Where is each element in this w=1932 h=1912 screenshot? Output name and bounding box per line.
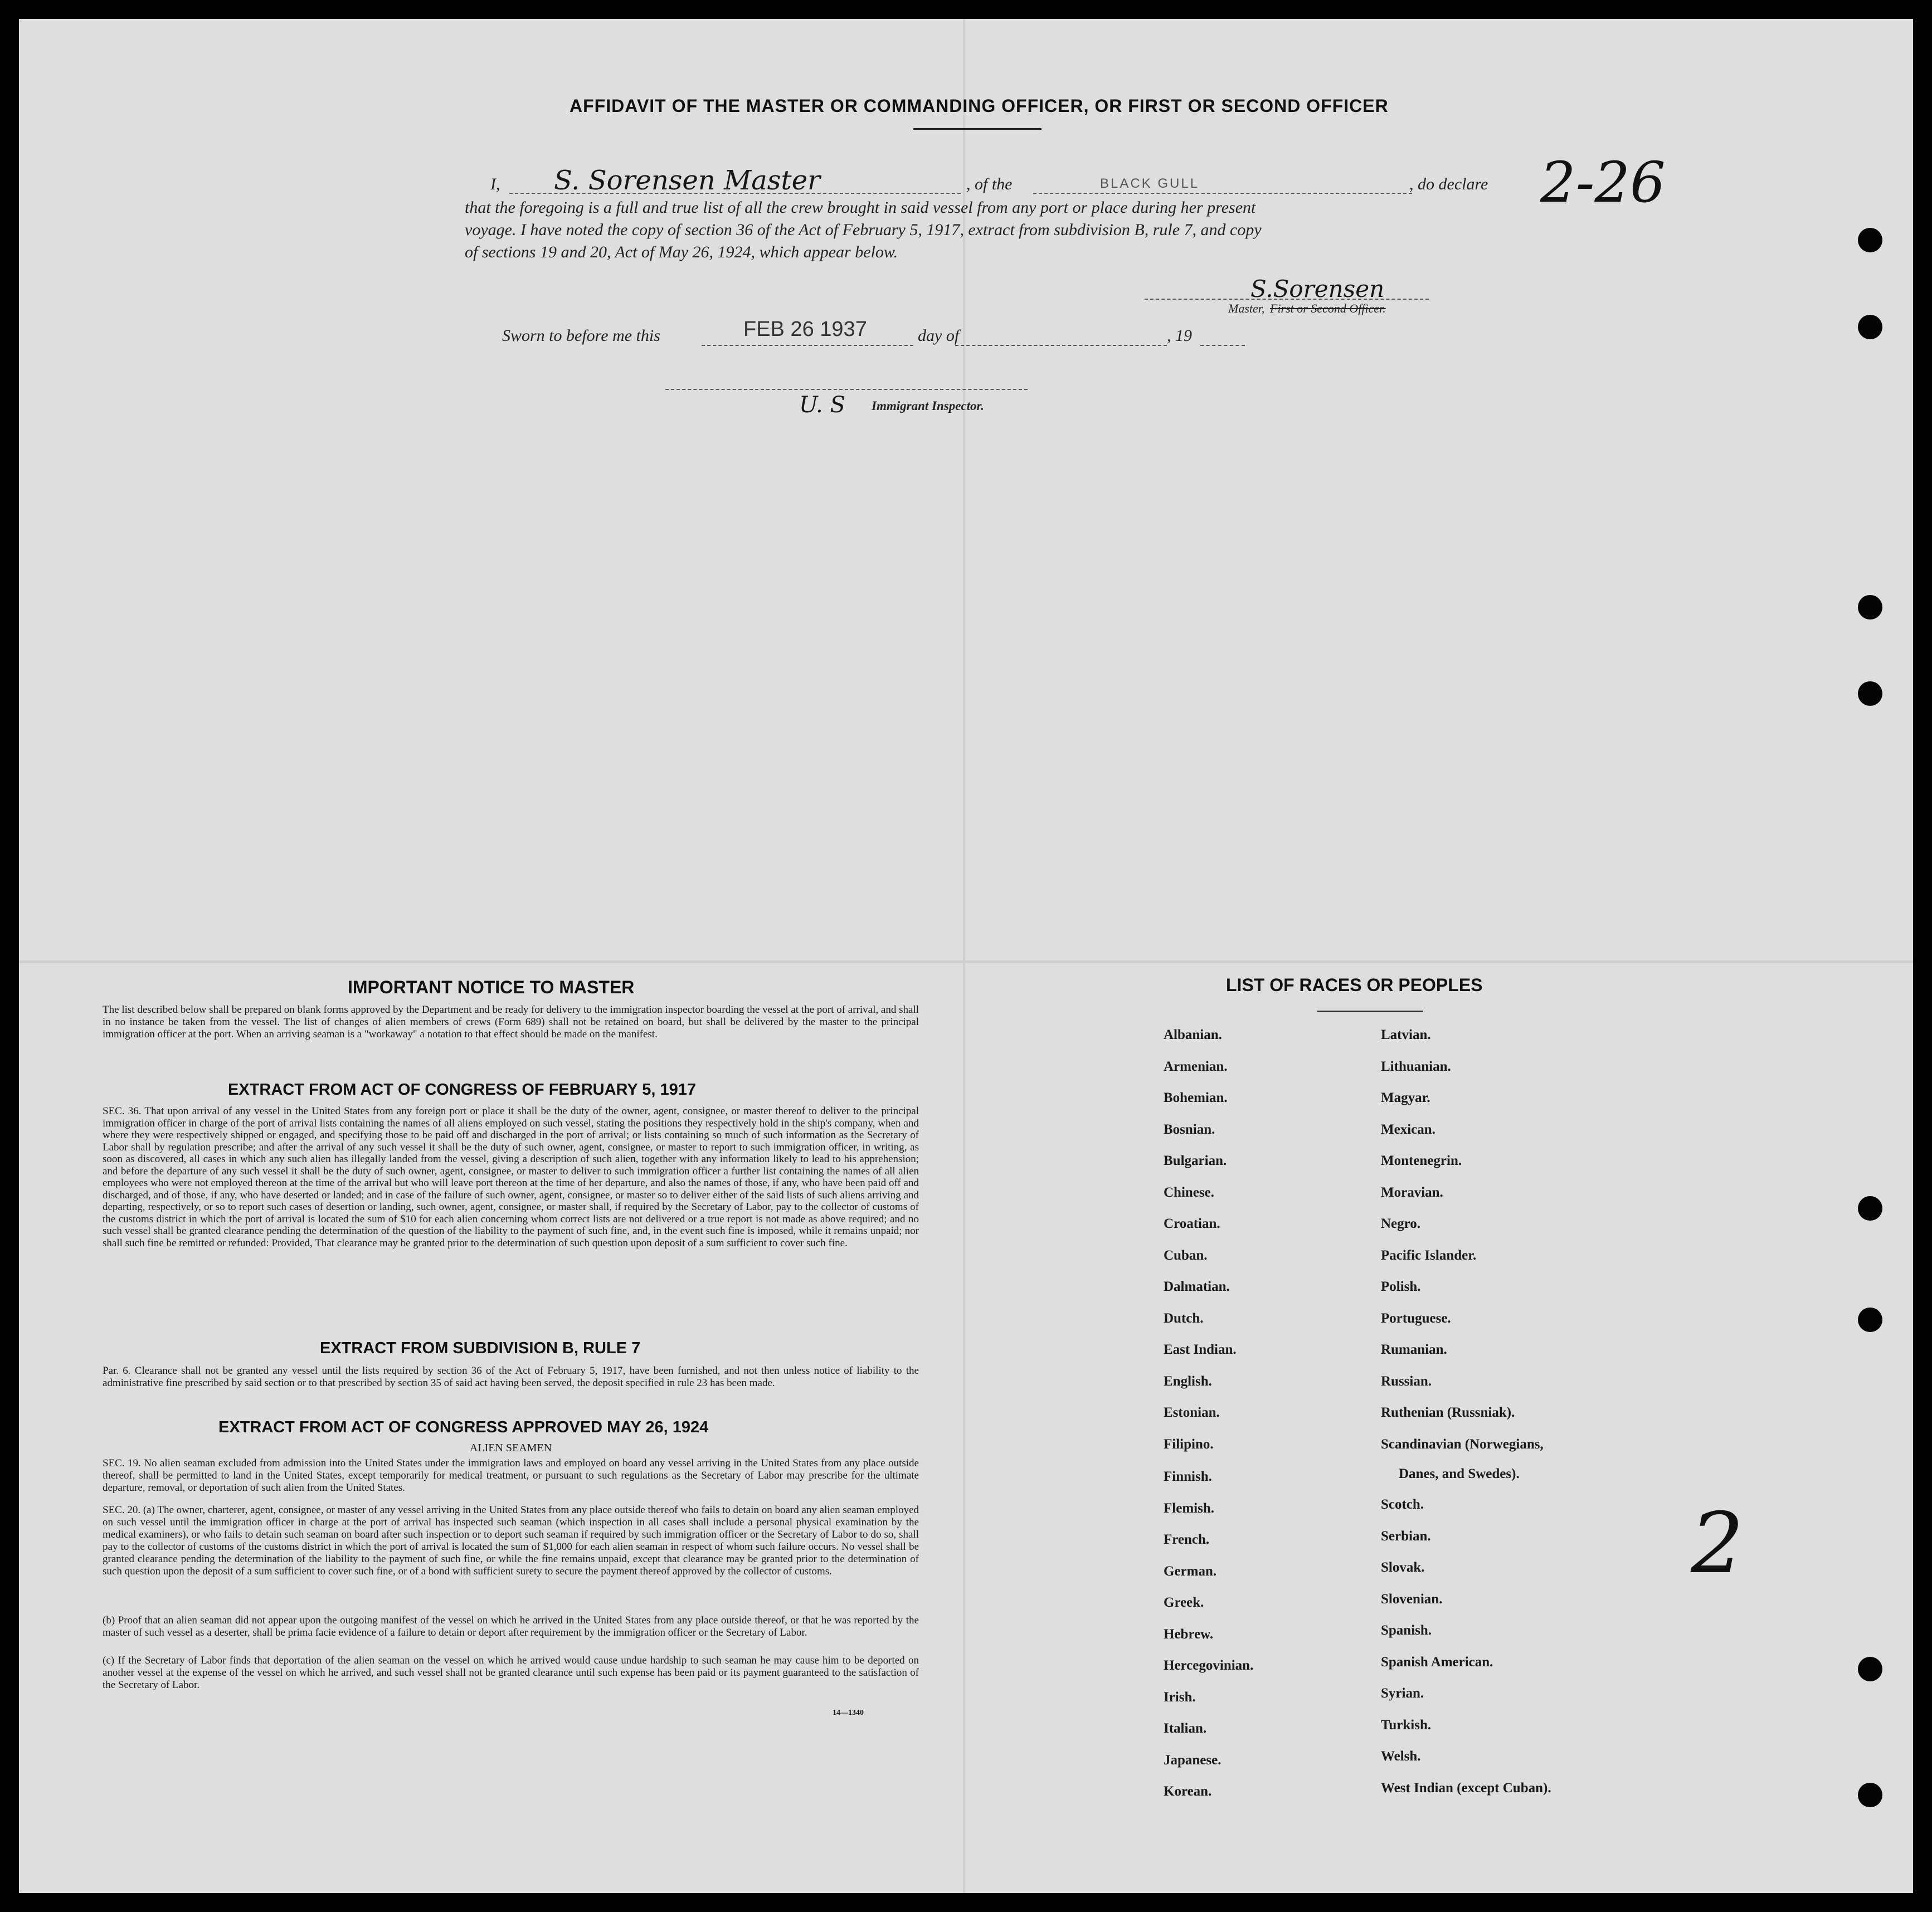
punch-hole <box>1858 1308 1882 1332</box>
rule7-text: Par. 6. Clearance shall not be granted any vessel until the lists required by section 36 of the Act of February 5, 1917, have been furnished, and not then unless notice of liability to the administrative fine prescribed by said section or to that prescribed by section 35 of said act having been served, the deposit specified in rule 23 has been made. <box>103 1365 919 1389</box>
signature-blank <box>1145 299 1429 300</box>
sworn-date-blank <box>702 345 913 346</box>
race-item: Magyar. <box>1381 1090 1430 1105</box>
race-item: Syrian. <box>1381 1686 1424 1701</box>
race-item: Polish. <box>1381 1279 1421 1294</box>
rule7-title: EXTRACT FROM SUBDIVISION B, RULE 7 <box>320 1339 641 1357</box>
do-declare-label: , do declare <box>1409 175 1488 193</box>
extract-1917-title: EXTRACT FROM ACT OF CONGRESS OF FEBRUARY 5, 1917 <box>228 1081 697 1099</box>
notice-title: IMPORTANT NOTICE TO MASTER <box>348 977 635 997</box>
punch-hole <box>1858 228 1882 252</box>
master-signature: S.Sorensen <box>1250 275 1385 303</box>
race-item: Irish. <box>1164 1689 1196 1705</box>
race-item: Montenegrin. <box>1381 1153 1462 1168</box>
race-item: Pacific Islander. <box>1381 1247 1477 1263</box>
race-item: Italian. <box>1164 1721 1207 1736</box>
punch-hole <box>1858 1657 1882 1681</box>
race-item: Latvian. <box>1381 1027 1431 1042</box>
extract-1924-sec20b: (b) Proof that an alien seaman did not appear upon the outgoing manifest of the vessel on which he arrived in the United States from any place outside thereof, or that he was reported by the master of such vessel as a deserter, shall be prima facie evidence of a failure to detain or deport after requirement by the immigration officer or the Secretary of Labor. <box>103 1615 919 1638</box>
race-item: Hercegovinian. <box>1164 1658 1254 1673</box>
year-prefix: , 19 <box>1167 326 1192 345</box>
year-blank <box>1200 345 1245 346</box>
race-item: Moravian. <box>1381 1184 1443 1200</box>
races-title: LIST OF RACES OR PEOPLES <box>1226 975 1483 995</box>
corner-handwritten-mark: 2-26 <box>1540 150 1666 215</box>
affidavit-body-line1: that the foregoing is a full and true list of all the crew brought in said vessel from any port or place during her present <box>465 198 1256 217</box>
race-item: Korean. <box>1164 1784 1212 1799</box>
document-page: AFFIDAVIT OF THE MASTER OR COMMANDING OFFICER, OR FIRST OR SECOND OFFICER I, S. Sorensen Master , of the BLACK GULL , do declare that the foregoing is a full and true list of all the crew brought in said vessel from any port or place during her present voyage. I have noted the copy of section 36 of the Act of February 5, 1917, extract from subdivision B, rule 7, and copy of sections 19 and 20, Act of May 26, 1924, which appear below. 2-26 S.Sorensen Master, First or Second Officer. Sworn to before me this FEB 26 1937 day of , 19 U. S Immigrant Inspector. IMPORTANT NOTICE TO MASTER The list described below shall be prepared on blank forms approved by the Department and be ready for delivery to the immigration inspector boarding the vessel at the port of arrival, and shall in no instance be taken from the vessel. The list of changes of alien members of crews (Form 689) shall not be retained on board, but shall be delivered by the master to the principal immigration officer at the port. When an arriving seaman is a "workaway" a notation to that effect should be made on the manifest. EXTRACT FROM ACT OF CONGRESS OF FEBRUARY 5, 1917 SEC. 36. That upon arrival of any vessel in the United States from any foreign port or place it shall be the duty of the owner, agent, consignee, or master thereof to deliver to the principal immigration officer in charge of the port of arrival lists containing the names of all aliens employed on such vessel, stating the positions they respectively hold in the ship's company, when and where they were respectively shipped or engaged, and specifying those to be paid off and discharged in the port of arrival; or lists containing so much of such information as the Secretary of Labor shall by regulation prescribe; and after the arrival of any such vessel it shall be the duty of such owner, agent, consignee, or master to report to such immigration officer, in writing, as soon as discovered, all cases in which any such alien has illegally landed from the vessel, giving a description of such alien, together with any information likely to lead to his apprehension; and before the departure of any such vessel it shall be the duty of such owner, agent, consignee, or master to deliver to such immigration officer a further list containing the names of all alien employees who were not employed thereon at the time of the arrival but who will leave port thereon at the time of her departure, and also the names of those, if any, who have been paid off and discharged, and of those, if any, who have deserted or landed; and in case of the failure of such owner, agent, consignee, or master so to deliver either of the said lists of such aliens arriving and departing, respectively, or so to report such cases of desertion or landing, such owner, agent, consignee, or master shall, if required by the Secretary of Labor, pay to the collector of customs of the customs district in which the port of arrival is located the sum of $10 for each alien concerning whom correct lists are not delivered or a true report is not made as above required; and no such vessel shall be granted clearance pending the determination of the question of the liability to the payment of such fine, and, in the event such fine is imposed, while it remains unpaid; nor shall such fine be remitted or refunded: Provided, That clearance may be granted prior to the determination of such question upon deposit of a sum sufficient to cover such fine. EXTRACT FROM SUBDIVISION B, RULE 7 Par. 6. Clearance shall not be granted any vessel until the lists required by section 36 of the Act of February 5, 1917, have been furnished, and not then unless notice of liability to the administrative fine prescribed by said section or to that prescribed by section 35 of said act having been served, the deposit specified in rule 23 has been made. EXTRACT FROM ACT OF CONGRESS APPROVED MAY 26, 1924 ALIEN SEAMEN SEC. 19. No alien seaman excluded from admission into the United States under the immigration laws and employed on board any vessel arriving in the United States from any place outside thereof, shall be permitted to land in the United States, except temporarily for medical treatment, or pursuant to such regulations as the Secretary of Labor may prescribe for the ultimate departure, removal, or deportation of such alien from the United States. SEC. 20. (a) The owner, charterer, agent, consignee, or master of any vessel arriving in the United States from any place outside thereof who fails to detain on board any alien seaman employed on such vessel until the immigration officer in charge at the port of arrival has inspected such seaman (which inspection in all cases shall include a personal physical examination by the medical examiners), or who fails to detain such seaman on board after such inspection or to deport such seaman if required by such immigration officer or the Secretary of Labor to do so, shall pay to the collector of customs of the customs district in which the port of arrival is located the sum of $1,000 for each alien seaman in respect of whom such failure occurs. No vessel shall be granted clearance pending the determination of the liability to the payment of such fine, or while the fine remains unpaid, except that clearance may be granted prior to the determination of such question upon the deposit of a sum sufficient to cover such fine, or of a bond with sufficient surety to secure the payment thereof approved by the collector of customs. (b) Proof that an alien seaman did not appear upon the outgoing manifest of the vessel on which he arrived in the United States from any place outside thereof, or that he was reported by the master of such vessel as a deserter, shall be prima facie evidence of a failure to detain or deport after requirement by the immigration officer or the Secretary of Labor. (c) If the Secretary of Labor finds that deportation of the alien seaman on the vessel on which he arrived would cause undue hardship to such seaman he may cause him to be deported on another vessel at the expense of the vessel on which he arrived, and such vessel shall not be granted clearance until such expense has been paid or its payment guaranteed to the satisfaction of the Secretary of Labor. 14—1340 LIST OF RACES OR PEOPLES Albanian. Armenian. Bohemian. Bosnian. Bulgarian. Chinese. Croatian. Cuban. Dalmatian. Dutch. East Indian. English. Estonian. Filipino. Finnish. Flemish. French. German. Greek. Hebrew. Hercegovinian. Irish. Italian. Japanese. Korean. Latvian. Lithuanian. Magyar. Mexican. Montenegrin. Moravian. Negro. Pacific Islander. Polish. Portuguese. Rumanian. Russian. Ruthenian (Russniak). Scandinavian (Norwegians, Scotch. Serbian. Slovak. Slovenian. Spanish. Spanish American. Syrian. Turkish. Welsh. West Indian (except Cuban). Danes, and Swedes). 2 <box>19 19 1913 1893</box>
race-item: Greek. <box>1164 1595 1204 1610</box>
race-item: Albanian. <box>1164 1027 1222 1042</box>
affidavit-body-line2: voyage. I have noted the copy of section 36 of the Act of February 5, 1917, extract from subdivision B, rule 7, and copy <box>465 221 1262 239</box>
race-item: Dalmatian. <box>1164 1279 1230 1294</box>
race-item: East Indian. <box>1164 1342 1237 1357</box>
race-item: Welsh. <box>1381 1749 1421 1764</box>
extract-1924-title: EXTRACT FROM ACT OF CONGRESS APPROVED MAY 26, 1924 <box>218 1418 709 1436</box>
race-item: Scotch. <box>1381 1497 1424 1512</box>
officer-label-struck: First or Second Officer. <box>1270 301 1386 315</box>
extract-1924-sec20a: SEC. 20. (a) The owner, charterer, agent, consignee, or master of any vessel arriving in the United States from any place outside thereof who fails to detain on board any alien seaman employed on such vessel until the immigration officer in charge at the port of arrival has inspected such seaman (which inspection in all cases shall include a personal physical examination by the medical examiners), or who fails to detain such seaman on board after such inspection or to deport such seaman if required by such immigration officer or the Secretary of Labor to do so, shall pay to the collector of customs of the customs district in which the port of arrival is located the sum of $1,000 for each alien seaman in respect of whom such failure occurs. No vessel shall be granted clearance pending the determination of the liability to the payment of such fine, or while the fine remains unpaid, except that clearance may be granted prior to the determination of such question upon the deposit of a sum sufficient to cover such fine, or of a bond with sufficient surety to secure the payment thereof approved by the collector of customs. <box>103 1504 919 1577</box>
race-item: Ruthenian (Russniak). <box>1381 1405 1515 1420</box>
race-item: Lithuanian. <box>1381 1059 1451 1074</box>
race-item: Dutch. <box>1164 1310 1204 1326</box>
race-item: West Indian (except Cuban). <box>1381 1780 1551 1796</box>
race-item: Slovenian. <box>1381 1591 1443 1607</box>
affidavit-title: AFFIDAVIT OF THE MASTER OR COMMANDING OFFICER, OR FIRST OR SECOND OFFICER <box>570 96 1389 116</box>
fold-line-vertical <box>963 19 965 1893</box>
race-item: Slovak. <box>1381 1560 1425 1575</box>
of-the-label: , of the <box>966 175 1013 193</box>
race-item: Japanese. <box>1164 1752 1222 1768</box>
punch-hole <box>1858 681 1882 706</box>
race-item: French. <box>1164 1532 1210 1547</box>
race-item: Chinese. <box>1164 1184 1214 1200</box>
race-item: Bulgarian. <box>1164 1153 1227 1168</box>
month-blank <box>955 345 1167 346</box>
race-item: English. <box>1164 1373 1212 1389</box>
notice-text: The list described below shall be prepared on blank forms approved by the Department and be ready for delivery to the immigration inspector boarding the vessel at the port of arrival, and shall in no instance be taken from the vessel. The list of changes of alien members of crews (Form 689) shall not be retained on board, but shall be delivered by the master to the principal immigration officer at the port. When an arriving seaman is a "workaway" a notation to that effect should be made on the manifest. <box>103 1004 919 1040</box>
affidavit-i: I, <box>490 175 500 193</box>
title-rule <box>913 128 1042 130</box>
day-of-label: day of <box>918 326 960 345</box>
race-item: Negro. <box>1381 1216 1421 1231</box>
inspector-initials: U. S <box>799 392 845 418</box>
race-item: Mexican. <box>1381 1121 1435 1137</box>
form-number: 14—1340 <box>833 1709 864 1717</box>
races-title-rule <box>1317 1011 1423 1012</box>
fold-line-horizontal <box>19 960 1913 963</box>
date-stamp: FEB 26 1937 <box>743 318 867 341</box>
punch-hole <box>1858 1196 1882 1221</box>
vessel-name-stamp: BLACK GULL <box>1100 176 1200 191</box>
race-item: Croatian. <box>1164 1216 1220 1231</box>
race-item: Serbian. <box>1381 1528 1431 1544</box>
race-item: Rumanian. <box>1381 1342 1447 1357</box>
race-item: Spanish American. <box>1381 1654 1493 1670</box>
race-item: Estonian. <box>1164 1405 1220 1420</box>
side-handwritten-mark: 2 <box>1691 1495 1744 1592</box>
inspector-label: Immigrant Inspector. <box>872 399 984 413</box>
vessel-blank <box>1033 193 1412 194</box>
race-item: Russian. <box>1381 1373 1432 1389</box>
race-item: German. <box>1164 1563 1217 1579</box>
race-item: Bosnian. <box>1164 1121 1215 1137</box>
race-item: Filipino. <box>1164 1436 1214 1452</box>
race-item: Scandinavian (Norwegians, <box>1381 1436 1544 1452</box>
extract-1917-text: SEC. 36. That upon arrival of any vessel in the United States from any foreign port or place it shall be the duty of the owner, agent, consignee, or master thereof to deliver to the principal immigration officer in charge of the port of arrival lists containing the names of all aliens employed on such vessel, stating the positions they respectively hold in the ship's company, when and where they were respectively shipped or engaged, and specifying those to be paid off and discharged in the port of arrival; or lists containing so much of such information as the Secretary of Labor shall by regulation prescribe; and after the arrival of any such vessel it shall be the duty of such owner, agent, consignee, or master to report to such immigration officer, in writing, as soon as discovered, all cases in which any such alien has illegally landed from the vessel, giving a description of such alien, together with any information likely to lead to his apprehension; and before the departure of any such vessel it shall be the duty of such owner, agent, consignee, or master to deliver to such immigration officer a further list containing the names of all alien employees who were not employed thereon at the time of the arrival but who will leave port thereon at the time of her departure, and also the names of those, if any, who have been paid off and discharged, and of those, if any, who have deserted or landed; and in case of the failure of such owner, agent, consignee, or master so to deliver either of the said lists of such aliens arriving and departing, respectively, or so to report such cases of desertion or landing, such owner, agent, consignee, or master shall, if required by the Secretary of Labor, pay to the collector of customs of the customs district in which the port of arrival is located the sum of $10 for each alien concerning whom correct lists are not delivered or a true report is not made as above required; and no such vessel shall be granted clearance pending the determination of the question of the liability to the payment of such fine, and, in the event such fine is imposed, while it remains unpaid; nor shall such fine be remitted or refunded: Provided, That clearance may be granted prior to the determination of such question upon deposit of a sum sufficient to cover such fine. <box>103 1105 919 1249</box>
race-item: Turkish. <box>1381 1717 1432 1733</box>
sworn-label: Sworn to before me this <box>502 326 660 345</box>
race-item: Bohemian. <box>1164 1090 1228 1105</box>
punch-hole <box>1858 595 1882 620</box>
punch-hole <box>1858 315 1882 339</box>
race-item: Cuban. <box>1164 1247 1208 1263</box>
punch-hole <box>1858 1783 1882 1807</box>
master-name-handwritten: S. Sorensen Master <box>554 165 820 196</box>
race-item: Flemish. <box>1164 1500 1214 1516</box>
master-label: Master, <box>1228 301 1265 315</box>
race-item: Portuguese. <box>1381 1310 1451 1326</box>
extract-1924-sec19: SEC. 19. No alien seaman excluded from admission into the United States under the immigration laws and employed on board any vessel arriving in the United States from any place outside thereof, shall be permitted to land in the United States, except temporarily for medical treatment, or pursuant to such regulations as the Secretary of Labor may prescribe for the ultimate departure, removal, or deportation of such alien from the United States. <box>103 1457 919 1494</box>
affidavit-body-line3: of sections 19 and 20, Act of May 26, 1924, which appear below. <box>465 243 898 261</box>
race-item: Armenian. <box>1164 1059 1228 1074</box>
race-item: Spanish. <box>1381 1623 1432 1638</box>
race-item: Hebrew. <box>1164 1626 1214 1642</box>
race-item: Finnish. <box>1164 1469 1212 1484</box>
extract-1924-sec20c: (c) If the Secretary of Labor finds that deportation of the alien seaman on the vessel on which he arrived would cause undue hardship to such seaman he may cause him to be deported on another vessel at the expense of the vessel on which he arrived, and such vessel shall not be granted clearance until such expense has been paid or its payment guaranteed to the satisfaction of the Secretary of Labor. <box>103 1655 919 1691</box>
alien-seamen-subtitle: ALIEN SEAMEN <box>469 1442 552 1454</box>
inspector-blank <box>665 389 1028 390</box>
